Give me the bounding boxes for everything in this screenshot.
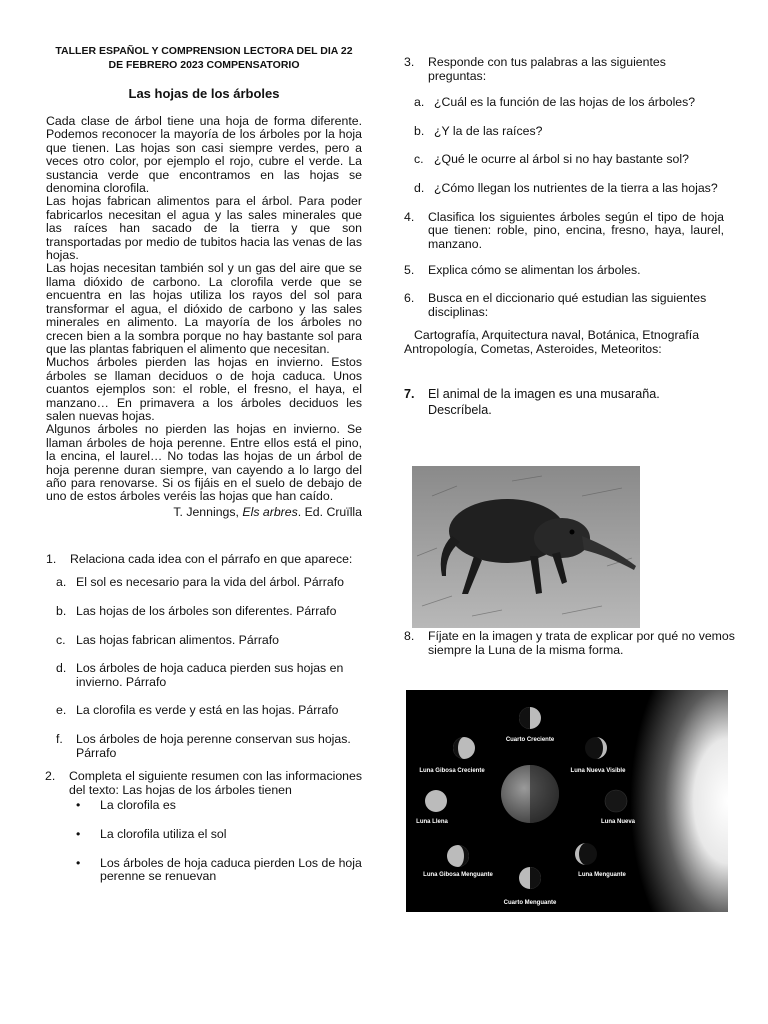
question-5-number: 5.	[404, 263, 415, 278]
q2-bullet-text: La clorofila es	[100, 798, 176, 813]
q1-item-text: Los árboles de hoja caduca pierden sus hojas en invierno. Párrafo	[76, 661, 344, 689]
q3-item-letter: b.	[414, 123, 425, 138]
q1-item-c	[46, 634, 362, 648]
question-2	[45, 770, 362, 797]
q3-item-b	[404, 125, 724, 139]
phase-label-menguante: Luna Menguante	[578, 872, 626, 878]
q3-item-d	[404, 182, 724, 196]
bullet-icon: •	[76, 855, 81, 870]
q1-item-e	[46, 704, 362, 718]
question-5	[404, 264, 724, 278]
question-5-text: Explica cómo se alimentan los árboles.	[428, 263, 641, 278]
source-publisher: . Ed. Cruïlla	[297, 504, 362, 519]
question-8	[404, 630, 744, 657]
bullet-icon: •	[76, 798, 81, 813]
question-4	[404, 211, 724, 252]
q1-item-letter: b.	[56, 603, 67, 618]
question-1-text: Relaciona cada idea con el párrafo en que aparece:	[70, 551, 353, 566]
moon-phases-diagram	[406, 690, 728, 912]
question-3	[404, 56, 724, 83]
right-column	[404, 56, 724, 418]
q1-item-text: Las hojas fabrican alimentos. Párrafo	[76, 632, 280, 647]
question-3-text: Responde con tus palabras a las siguientes preguntas:	[428, 55, 666, 83]
disciplines-line-2: Antropología, Cometas, Asteroides, Meteoritos:	[404, 341, 662, 356]
header-line-1: TALLER ESPAÑOL Y COMPRENSION LECTORA DEL DIA 22	[55, 45, 353, 57]
phase-label-luna-llena: Luna Llena	[416, 819, 448, 825]
q1-item-a	[46, 576, 362, 590]
source-title: Els arbres	[242, 504, 298, 519]
q2-bullet-2	[46, 828, 362, 842]
q1-item-letter: a.	[56, 575, 67, 590]
q2-bullet-3	[46, 857, 362, 884]
q2-bullet-1	[46, 799, 362, 813]
q1-item-text: Los árboles de hoja perenne conservan sus hojas. Párrafo	[76, 731, 351, 760]
reading-title: Las hojas de los árboles	[128, 86, 280, 101]
disciplines-line-1: Cartografía, Arquitectura naval, Botánica, Etnografía	[414, 328, 700, 343]
question-4-number: 4.	[404, 209, 415, 224]
phase-label-cuarto-creciente: Cuarto Creciente	[505, 737, 555, 743]
q1-item-text: La clorofila es verde y está en las hojas. Párrafo	[76, 703, 339, 718]
q3-item-letter: d.	[414, 180, 425, 195]
question-7-number: 7.	[404, 387, 415, 402]
worksheet-header	[46, 44, 362, 72]
question-4-text: Clasifica los siguientes árboles según el tipo de hoja que tienen: roble, pino, encina, fresno, haya, laurel, manzano.	[428, 209, 724, 251]
q1-item-letter: e.	[56, 703, 67, 718]
q1-item-letter: c.	[56, 632, 66, 647]
reading-source	[46, 505, 362, 519]
q1-item-text: Las hojas de los árboles son diferentes. Párrafo	[76, 603, 337, 618]
q3-item-a	[404, 96, 724, 110]
q1-item-b	[46, 605, 362, 619]
q1-item-d	[46, 662, 362, 689]
q1-item-text: El sol es necesario para la vida del árbol. Párrafo	[76, 575, 344, 590]
q3-item-letter: a.	[414, 95, 425, 110]
phase-label-gibosa-menguante: Luna Gibosa Menguante	[423, 872, 493, 878]
question-7-text: El animal de la imagen es una musaraña. Descríbela.	[428, 387, 660, 418]
paragraph-5: Algunos árboles no pierden las hojas en invierno. Se llaman árboles de hoja perenne. Entre ellos está el pino, la encina, el laurel… No todas las hojas de un árbol de hoja perenne duran siempre, van cayendo a lo largo del año para renovarse. Si os fijáis en el suelo de debajo de uno de estos árboles veréis las hojas que han caído.	[46, 422, 362, 504]
question-1-number: 1.	[46, 551, 57, 566]
question-2-number: 2.	[45, 769, 56, 784]
question-1	[46, 553, 362, 567]
q1-item-f	[46, 733, 362, 760]
reading-text	[46, 115, 362, 504]
question-8-number: 8.	[404, 629, 415, 643]
bullet-icon: •	[76, 826, 81, 841]
q2-bullet-text: Los árboles de hoja caduca pierden Los de hoja perenne se renuevan	[100, 855, 362, 884]
left-column	[46, 44, 362, 884]
question-6-text: Busca en el diccionario qué estudian las siguientes disciplinas:	[428, 290, 707, 319]
paragraph-2: Las hojas fabrican alimentos para el árbol. Para poder fabricarlos necesitan el agua y las sales minerales que las raíces han sacado de la tierra y que son transportadas por medio de tubitos hacia las venas de las hojas.	[46, 194, 362, 263]
phase-label-gibosa-creciente: Luna Gibosa Creciente	[419, 768, 485, 774]
q2-bullet-text: La clorofila utiliza el sol	[100, 826, 227, 841]
phase-label-luna-nueva: Luna Nueva	[600, 819, 636, 825]
phase-label-cuarto-menguante: Cuarto Menguante	[503, 900, 557, 906]
shrew-photo	[412, 466, 640, 628]
q3-item-text: ¿Y la de las raíces?	[434, 123, 543, 138]
header-line-2: DE FEBRERO 2023 COMPENSATORIO	[108, 59, 300, 71]
q3-item-text: ¿Cómo llegan los nutrientes de la tierra a las hojas?	[434, 180, 718, 195]
disciplines-list	[404, 329, 724, 356]
question-8-text: Fíjate en la imagen y trata de explicar por qué no vemos siempre la Luna de la misma forma.	[428, 629, 735, 657]
phase-label-nueva-visible: Luna Nueva Visible	[570, 768, 626, 774]
q3-item-text: ¿Cuál es la función de las hojas de los árboles?	[434, 95, 696, 110]
q1-item-letter: f.	[56, 731, 63, 746]
question-6	[404, 292, 724, 319]
paragraph-1: Cada clase de árbol tiene una hoja de forma diferente. Podemos reconocer la mayoría de los árboles por la hoja que tienen. Las hojas son casi siempre verdes, pero a veces otro color, por ejemplo el rojo, cubre el verde. La sustancia verde que encontramos en las hojas se denomina clorofila.	[46, 114, 362, 196]
paragraph-3: Las hojas necesitan también sol y un gas del aire que se llama dióxido de carbono. La clorofila verde que se encuentra en las hojas utiliza los rayos del sol para transformar el agua, el dióxido de carbono y las sales minerales en alimento. La mayoría de los árboles no crecen bien a la sombra porque no hay bastante sol para que las plantas fabriquen el alimento que necesitan.	[46, 261, 362, 356]
question-6-number: 6.	[404, 290, 415, 305]
paragraph-4: Muchos árboles pierden las hojas en invierno. Estos árboles se llaman deciduos o de hoja caduca. Unos cuantos ejemplos son: el roble, el fresno, el haya, el manzano… En primavera a los árboles deciduos les salen nuevas hojas.	[46, 355, 362, 423]
q3-item-c	[404, 153, 724, 167]
question-2-text: Completa el siguiente resumen con las informaciones del texto: Las hojas de los árboles tienen	[69, 769, 362, 797]
question-7	[404, 386, 724, 418]
question-3-number: 3.	[404, 55, 415, 69]
q1-item-letter: d.	[56, 661, 67, 676]
source-author: T. Jennings,	[173, 504, 239, 519]
q3-item-text: ¿Qué le ocurre al árbol si no hay bastante sol?	[434, 152, 689, 167]
q3-item-letter: c.	[414, 152, 424, 167]
